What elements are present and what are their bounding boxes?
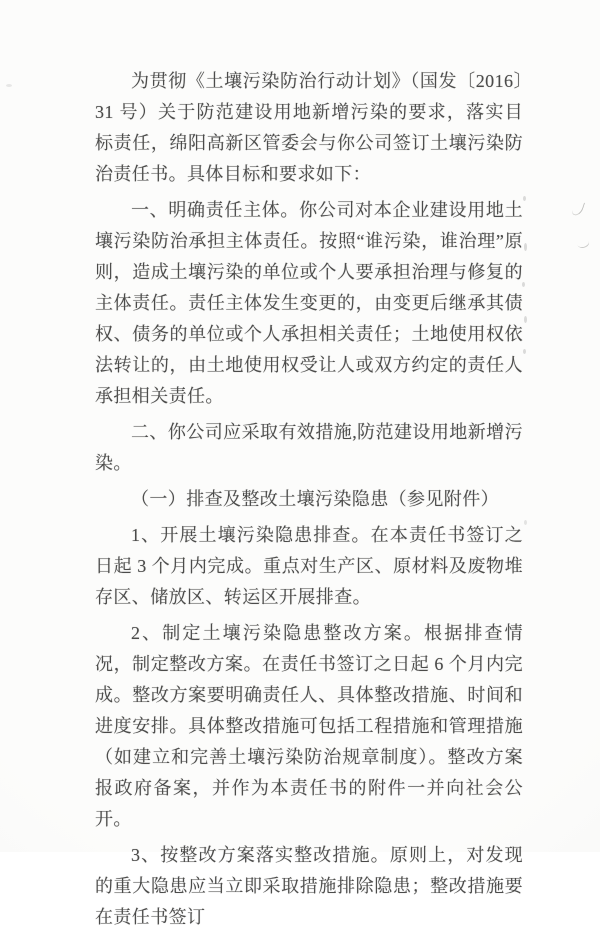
scan-artifact-speck — [524, 243, 527, 251]
scan-artifact-speck — [524, 520, 527, 525]
paragraph-section-1-responsibility: 一、明确责任主体。你公司对本企业建设用地土壤污染防治承担主体责任。按照“谁污染，谁治理”原则，造成土壤污染的单位或个人要承担治理与修复的主体责任。责任主体发生变更的，由变更后继承其债权、债务的单位或个人承担相关责任；土地使用权依法转让的，由土地使用权受让人或双方约定的责任人承担相关责任。 — [95, 200, 523, 406]
scan-artifact-speck — [524, 316, 527, 323]
paragraph-item-3-implementation: 3、按整改方案落实整改措施。原则上，对发现的重大隐患应当立即采取措施排除隐患；整改措施要在责任书签订 — [95, 845, 523, 927]
scan-artifact-squiggle — [575, 236, 590, 250]
paragraph-item-2-rectification-plan: 2、制定土壤污染隐患整改方案。根据排查情况，制定整改方案。在责任书签订之日起 6 个月内完成。整改方案要明确责任人、具体整改措施、时间和进度安排。具体整改措施可包括工程措施和管理措施（如建立和完善土壤污染防治规章制度）。整改方案报政府备案，并作为本责任书的附件一并向社会公开。 — [95, 623, 523, 829]
document-body — [95, 66, 523, 938]
scan-artifact-speck — [523, 349, 526, 354]
scan-artifact-speck — [6, 84, 12, 87]
scan-artifact-squiggle — [571, 200, 585, 217]
paragraph-subsection-1-heading: （一）排查及整改土壤污染隐患（参见附件） — [131, 489, 499, 509]
scan-artifact-speck — [523, 196, 526, 201]
paragraph-section-2-measures: 二、你公司应采取有效措施,防范建设用地新增污染。 — [95, 422, 523, 473]
paragraph-item-1-investigation: 1、开展土壤污染隐患排查。在本责任书签订之日起 3 个月内完成。重点对生产区、原材料及废物堆存区、储放区、转运区开展排查。 — [95, 525, 523, 607]
paragraph-intro: 为贯彻《土壤污染防治行动计划》（国发〔2016〕31 号）关于防范建设用地新增污染的要求，落实目标责任，绵阳高新区管委会与你公司签订土壤污染防治责任书。具体目标和要求如下： — [95, 71, 523, 184]
